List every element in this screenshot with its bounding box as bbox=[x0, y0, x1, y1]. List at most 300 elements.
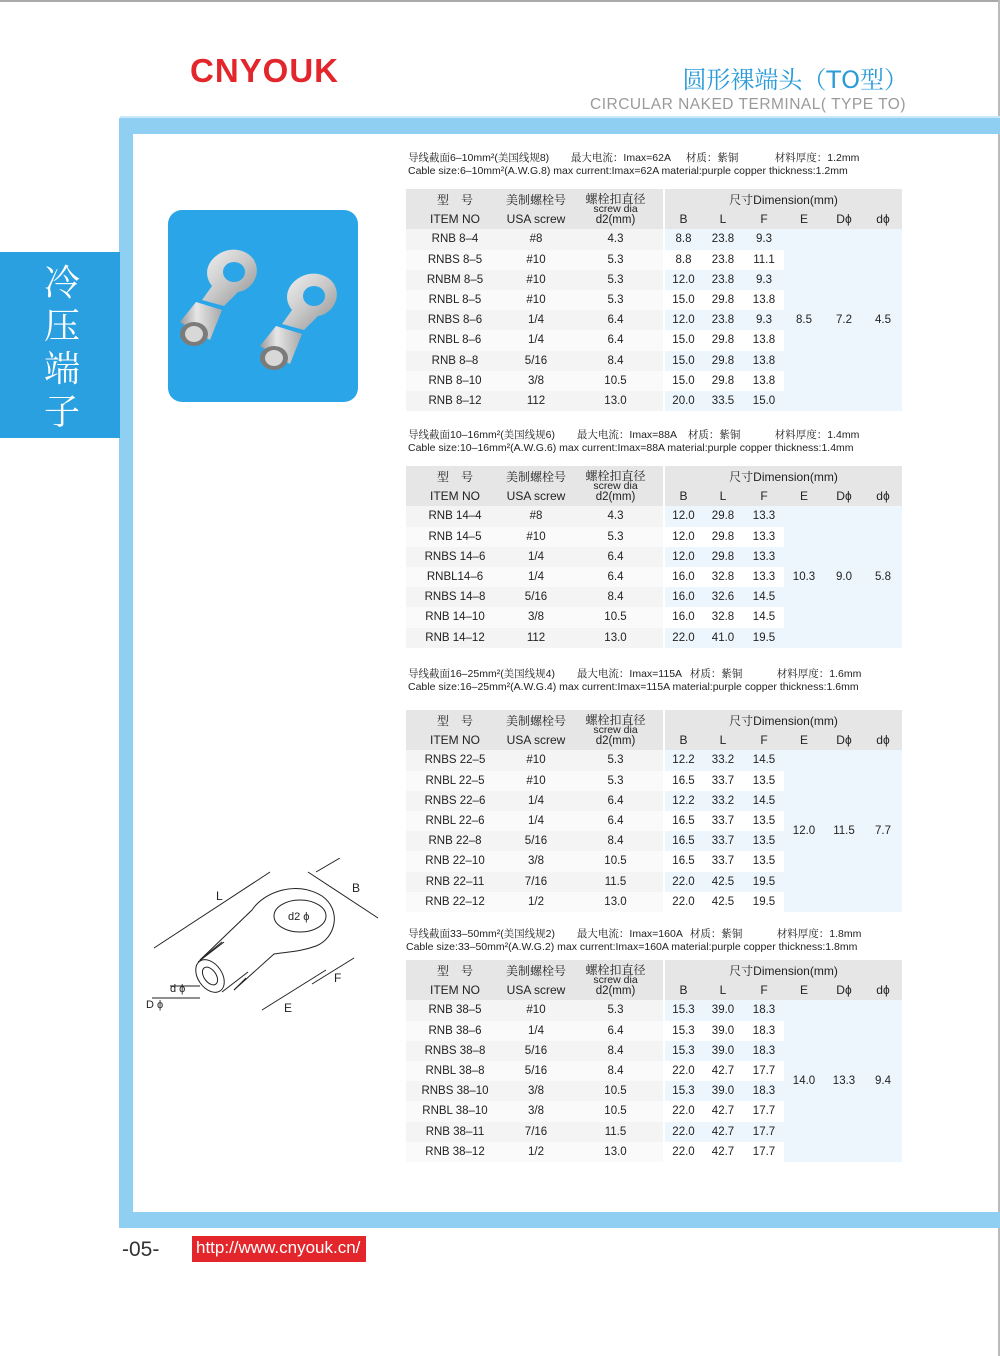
cell-item: RNBS 38–8 bbox=[406, 1041, 504, 1061]
cell-item: RNBS 14–6 bbox=[406, 547, 504, 567]
cell-d: 7.7 bbox=[864, 750, 902, 912]
cell-F: 19.5 bbox=[744, 872, 784, 892]
cell-item: RNB 14–12 bbox=[406, 628, 504, 648]
col-d2-en2: d2(mm) bbox=[595, 490, 636, 503]
cell-d2: 13.0 bbox=[568, 892, 664, 912]
cell-item: RNB 22–12 bbox=[406, 892, 504, 912]
spec-cable: 导线截面6–10mm²(美国线规8) bbox=[408, 152, 550, 164]
col-F: F bbox=[744, 730, 784, 750]
spec-en-1: Cable size:6–10mm²(A.W.G.8) max current:Imax=62A material:purple copper thickness:1.2mm bbox=[408, 165, 848, 177]
cell-usa-screw: #10 bbox=[504, 250, 568, 270]
spec-thickness: 材料厚度：1.2mm bbox=[774, 152, 860, 164]
cell-usa-screw: #10 bbox=[504, 1000, 568, 1020]
cell-L: 39.0 bbox=[702, 1081, 744, 1101]
cell-d2: 8.4 bbox=[568, 831, 664, 851]
cell-L: 33.7 bbox=[702, 831, 744, 851]
cell-E: 10.3 bbox=[784, 506, 824, 647]
cell-L: 32.6 bbox=[702, 587, 744, 607]
cell-F: 19.5 bbox=[744, 892, 784, 912]
cell-item: RNB 38–12 bbox=[406, 1142, 504, 1162]
cell-usa-screw: 5/16 bbox=[504, 587, 568, 607]
cell-d2: 6.4 bbox=[568, 1021, 664, 1041]
page-title-en: CIRCULAR NAKED TERMINAL( TYPE TO) bbox=[590, 96, 906, 113]
cell-L: 32.8 bbox=[702, 567, 744, 587]
cell-usa-screw: 7/16 bbox=[504, 872, 568, 892]
cell-F: 13.5 bbox=[744, 831, 784, 851]
cell-d2: 6.4 bbox=[568, 547, 664, 567]
cell-B: 22.0 bbox=[664, 1061, 702, 1081]
spec-table-2 bbox=[406, 466, 902, 648]
cell-B: 22.0 bbox=[664, 872, 702, 892]
cell-usa-screw: 1/4 bbox=[504, 547, 568, 567]
cell-L: 29.8 bbox=[702, 506, 744, 526]
cell-D: 11.5 bbox=[824, 750, 864, 912]
spec-thickness: 材料厚度：1.4mm bbox=[774, 429, 860, 441]
cell-item: RNBL 38–8 bbox=[406, 1061, 504, 1081]
table-row bbox=[406, 750, 902, 770]
cell-F: 14.5 bbox=[744, 750, 784, 770]
cell-L: 33.5 bbox=[702, 391, 744, 411]
cell-F: 13.3 bbox=[744, 567, 784, 587]
cell-B: 15.0 bbox=[664, 351, 702, 371]
cell-L: 42.5 bbox=[702, 892, 744, 912]
cell-d2: 8.4 bbox=[568, 1061, 664, 1081]
cell-D: 7.2 bbox=[824, 229, 864, 411]
cell-F: 13.3 bbox=[744, 506, 784, 526]
page-title-cn: 圆形裸端头（TO型） bbox=[682, 66, 908, 94]
cell-L: 42.7 bbox=[702, 1122, 744, 1142]
cell-usa-screw: 3/8 bbox=[504, 607, 568, 627]
cell-item: RNBS 14–8 bbox=[406, 587, 504, 607]
cell-d2: 6.4 bbox=[568, 567, 664, 587]
col-D: Dϕ bbox=[824, 209, 864, 229]
top-border bbox=[0, 0, 1000, 2]
cell-d2: 6.4 bbox=[568, 791, 664, 811]
header-rule bbox=[120, 118, 1000, 134]
cell-F: 9.3 bbox=[744, 270, 784, 290]
cell-usa-screw: 112 bbox=[504, 628, 568, 648]
cell-item: RNB 8–12 bbox=[406, 391, 504, 411]
spec-table-3 bbox=[406, 710, 902, 912]
cell-d2: 11.5 bbox=[568, 1122, 664, 1142]
cell-B: 12.0 bbox=[664, 270, 702, 290]
cell-usa-screw: 1/4 bbox=[504, 330, 568, 350]
cell-usa-screw: 5/16 bbox=[504, 351, 568, 371]
table-row bbox=[406, 229, 902, 249]
cell-B: 8.8 bbox=[664, 250, 702, 270]
table-row bbox=[406, 506, 902, 526]
spec-table-1 bbox=[406, 189, 902, 411]
cell-B: 22.0 bbox=[664, 628, 702, 648]
website-link[interactable]: http://www.cnyouk.cn/ bbox=[192, 1236, 366, 1262]
ring-terminal-image bbox=[168, 210, 358, 402]
diagram-label-D: D ϕ bbox=[146, 999, 164, 1011]
footer-rule bbox=[120, 1212, 1000, 1228]
col-D: Dϕ bbox=[824, 730, 864, 750]
cell-B: 16.0 bbox=[664, 567, 702, 587]
cell-F: 13.5 bbox=[744, 851, 784, 871]
cell-B: 15.3 bbox=[664, 1041, 702, 1061]
cell-E: 8.5 bbox=[784, 229, 824, 411]
cell-B: 12.0 bbox=[664, 527, 702, 547]
spec-cn-2 bbox=[408, 427, 859, 442]
col-E: E bbox=[784, 209, 824, 229]
spec-cn-4 bbox=[408, 926, 861, 941]
cell-item: RNB 38–11 bbox=[406, 1122, 504, 1142]
brand-logo: CNYOUK bbox=[190, 52, 340, 89]
col-d2-en1: screw dia bbox=[593, 973, 638, 986]
col-d2 bbox=[568, 960, 664, 1000]
cell-F: 13.8 bbox=[744, 330, 784, 350]
cell-item: RNBS 8–5 bbox=[406, 250, 504, 270]
cell-F: 9.3 bbox=[744, 310, 784, 330]
cell-F: 14.5 bbox=[744, 791, 784, 811]
cell-d2: 10.5 bbox=[568, 1101, 664, 1121]
cell-L: 33.7 bbox=[702, 771, 744, 791]
col-d2-cn: 螺栓扣直径 bbox=[585, 962, 646, 977]
cell-d2: 6.4 bbox=[568, 330, 664, 350]
product-photo bbox=[168, 210, 358, 402]
col-usa-cn: 美制螺栓号 bbox=[504, 960, 568, 980]
spec-en-4: Cable size:33–50mm²(A.W.G.2) max current:Imax=160A material:purple copper thickness:1.8mm bbox=[406, 941, 858, 953]
col-B: B bbox=[664, 980, 702, 1000]
col-dimension: 尺寸Dimension(mm) bbox=[664, 710, 902, 730]
cell-d2: 5.3 bbox=[568, 750, 664, 770]
cell-F: 13.8 bbox=[744, 371, 784, 391]
cell-item: RNBL 8–6 bbox=[406, 330, 504, 350]
cell-usa-screw: 1/4 bbox=[504, 567, 568, 587]
col-d2-en2: d2(mm) bbox=[595, 734, 636, 747]
cell-usa-screw: #10 bbox=[504, 270, 568, 290]
cell-F: 14.5 bbox=[744, 587, 784, 607]
cell-item: RNB 38–6 bbox=[406, 1021, 504, 1041]
cell-d2: 10.5 bbox=[568, 1081, 664, 1101]
cell-item: RNBS 8–6 bbox=[406, 310, 504, 330]
cell-item: RNB 8–8 bbox=[406, 351, 504, 371]
cell-E: 12.0 bbox=[784, 750, 824, 912]
cell-B: 22.0 bbox=[664, 1142, 702, 1162]
cell-L: 33.2 bbox=[702, 750, 744, 770]
cell-L: 42.7 bbox=[702, 1061, 744, 1081]
cell-L: 23.8 bbox=[702, 310, 744, 330]
cell-F: 18.3 bbox=[744, 1081, 784, 1101]
cell-L: 42.5 bbox=[702, 872, 744, 892]
cell-usa-screw: 112 bbox=[504, 391, 568, 411]
cell-usa-screw: #8 bbox=[504, 229, 568, 249]
col-L: L bbox=[702, 209, 744, 229]
cell-B: 12.0 bbox=[664, 506, 702, 526]
cell-d: 5.8 bbox=[864, 506, 902, 647]
cell-L: 23.8 bbox=[702, 229, 744, 249]
terminal-right bbox=[260, 274, 337, 370]
cell-d2: 10.5 bbox=[568, 371, 664, 391]
spec-material: 材质：紫铜 bbox=[689, 928, 743, 940]
cell-F: 14.5 bbox=[744, 607, 784, 627]
col-E: E bbox=[784, 980, 824, 1000]
cell-usa-screw: 3/8 bbox=[504, 1101, 568, 1121]
cell-usa-screw: #10 bbox=[504, 290, 568, 310]
diagram-label-d2: d2 ϕ bbox=[288, 911, 310, 923]
cell-d2: 5.3 bbox=[568, 1000, 664, 1020]
left-rule bbox=[119, 118, 133, 1228]
cell-usa-screw: #10 bbox=[504, 771, 568, 791]
cell-item: RNBL 8–5 bbox=[406, 290, 504, 310]
spec-cable: 导线截面16–25mm²(美国线规4) bbox=[408, 668, 556, 680]
cell-F: 15.0 bbox=[744, 391, 784, 411]
cell-item: RNB 14–4 bbox=[406, 506, 504, 526]
col-E: E bbox=[784, 730, 824, 750]
col-usa-cn: 美制螺栓号 bbox=[504, 710, 568, 730]
col-item-en: ITEM NO bbox=[406, 209, 504, 229]
cell-usa-screw: 1/4 bbox=[504, 1021, 568, 1041]
cell-B: 22.0 bbox=[664, 892, 702, 912]
diagram-label-d: d ϕ bbox=[170, 983, 186, 995]
cell-d2: 6.4 bbox=[568, 310, 664, 330]
cell-usa-screw: 3/8 bbox=[504, 1081, 568, 1101]
cell-L: 29.8 bbox=[702, 330, 744, 350]
col-B: B bbox=[664, 209, 702, 229]
col-usa-en: USA screw bbox=[504, 980, 568, 1000]
cell-F: 18.3 bbox=[744, 1041, 784, 1061]
table-row bbox=[406, 1000, 902, 1020]
cell-usa-screw: 1/2 bbox=[504, 892, 568, 912]
col-D: Dϕ bbox=[824, 980, 864, 1000]
spec-current: 最大电流：Imax=160A bbox=[576, 928, 683, 940]
dimension-diagram bbox=[140, 858, 400, 1028]
cell-L: 42.7 bbox=[702, 1101, 744, 1121]
col-dimension: 尺寸Dimension(mm) bbox=[664, 466, 902, 486]
cell-L: 39.0 bbox=[702, 1021, 744, 1041]
cell-item: RNB 38–5 bbox=[406, 1000, 504, 1020]
cell-F: 17.7 bbox=[744, 1142, 784, 1162]
cell-item: RNBL 38–10 bbox=[406, 1101, 504, 1121]
col-d: dϕ bbox=[864, 980, 902, 1000]
spec-material: 材质：紫铜 bbox=[687, 429, 741, 441]
cell-item: RNB 8–10 bbox=[406, 371, 504, 391]
cell-B: 16.5 bbox=[664, 831, 702, 851]
cell-item: RNBL 22–6 bbox=[406, 811, 504, 831]
cell-usa-screw: 1/4 bbox=[504, 811, 568, 831]
cell-d2: 5.3 bbox=[568, 250, 664, 270]
col-L: L bbox=[702, 730, 744, 750]
cell-item: RNBS 22–6 bbox=[406, 791, 504, 811]
cell-F: 13.8 bbox=[744, 351, 784, 371]
diagram-label-B: B bbox=[352, 881, 361, 895]
col-usa-cn: 美制螺栓号 bbox=[504, 189, 568, 209]
cell-L: 23.8 bbox=[702, 250, 744, 270]
spec-thickness: 材料厚度：1.8mm bbox=[776, 928, 862, 940]
cell-B: 12.2 bbox=[664, 791, 702, 811]
col-d2-en1: screw dia bbox=[593, 723, 638, 736]
cell-item: RNBL14–6 bbox=[406, 567, 504, 587]
col-D: Dϕ bbox=[824, 486, 864, 506]
cell-usa-screw: 1/4 bbox=[504, 791, 568, 811]
page-number: -05- bbox=[122, 1238, 160, 1261]
cell-item: RNBM 8–5 bbox=[406, 270, 504, 290]
cell-L: 39.0 bbox=[702, 1000, 744, 1020]
cell-d2: 6.4 bbox=[568, 811, 664, 831]
col-d2-cn: 螺栓扣直径 bbox=[585, 712, 646, 727]
cell-L: 39.0 bbox=[702, 1041, 744, 1061]
cell-F: 11.1 bbox=[744, 250, 784, 270]
cell-L: 23.8 bbox=[702, 270, 744, 290]
cell-d2: 4.3 bbox=[568, 229, 664, 249]
cell-F: 13.8 bbox=[744, 290, 784, 310]
spec-current: 最大电流：Imax=88A bbox=[576, 429, 677, 441]
spec-thickness: 材料厚度：1.6mm bbox=[776, 668, 862, 680]
cell-E: 14.0 bbox=[784, 1000, 824, 1162]
cell-L: 29.8 bbox=[702, 351, 744, 371]
col-usa-en: USA screw bbox=[504, 486, 568, 506]
col-usa-cn: 美制螺栓号 bbox=[504, 466, 568, 486]
col-L: L bbox=[702, 486, 744, 506]
cell-L: 29.8 bbox=[702, 290, 744, 310]
cell-item: RNB 22–8 bbox=[406, 831, 504, 851]
side-tab-text: 冷压端子 bbox=[43, 263, 80, 433]
cell-F: 9.3 bbox=[744, 229, 784, 249]
cell-usa-screw: 5/16 bbox=[504, 1041, 568, 1061]
cell-B: 16.5 bbox=[664, 771, 702, 791]
cell-L: 29.8 bbox=[702, 371, 744, 391]
cell-D: 9.0 bbox=[824, 506, 864, 647]
cell-item: RNBS 38–10 bbox=[406, 1081, 504, 1101]
cell-F: 17.7 bbox=[744, 1101, 784, 1121]
cell-F: 18.3 bbox=[744, 1000, 784, 1020]
cell-B: 8.8 bbox=[664, 229, 702, 249]
col-item-cn: 型 号 bbox=[406, 466, 504, 486]
col-d: dϕ bbox=[864, 209, 902, 229]
col-d2 bbox=[568, 710, 664, 750]
col-d: dϕ bbox=[864, 730, 902, 750]
cell-L: 41.0 bbox=[702, 628, 744, 648]
col-d2-en2: d2(mm) bbox=[595, 984, 636, 997]
cell-item: RNBL 22–5 bbox=[406, 771, 504, 791]
col-F: F bbox=[744, 209, 784, 229]
cell-B: 22.0 bbox=[664, 1122, 702, 1142]
cell-L: 33.7 bbox=[702, 811, 744, 831]
cell-B: 12.2 bbox=[664, 750, 702, 770]
col-L: L bbox=[702, 980, 744, 1000]
cell-B: 16.5 bbox=[664, 851, 702, 871]
cell-d2: 8.4 bbox=[568, 587, 664, 607]
cell-B: 15.0 bbox=[664, 371, 702, 391]
cell-B: 12.0 bbox=[664, 310, 702, 330]
col-item-cn: 型 号 bbox=[406, 710, 504, 730]
cell-d2: 13.0 bbox=[568, 391, 664, 411]
cell-d2: 8.4 bbox=[568, 351, 664, 371]
spec-cn-1 bbox=[408, 150, 859, 165]
cell-L: 32.8 bbox=[702, 607, 744, 627]
cell-d2: 11.5 bbox=[568, 872, 664, 892]
cell-d2: 13.0 bbox=[568, 628, 664, 648]
diagram-label-F: F bbox=[334, 971, 342, 985]
col-item-cn: 型 号 bbox=[406, 960, 504, 980]
col-dimension: 尺寸Dimension(mm) bbox=[664, 189, 902, 209]
col-d2-cn: 螺栓扣直径 bbox=[585, 191, 646, 206]
spec-current: 最大电流：Imax=115A bbox=[576, 668, 683, 680]
spec-en-2: Cable size:10–16mm²(A.W.G.6) max current:Imax=88A material:purple copper thickness:1.4mm bbox=[408, 442, 854, 454]
cell-L: 42.7 bbox=[702, 1142, 744, 1162]
cell-usa-screw: 5/16 bbox=[504, 1061, 568, 1081]
col-d2-cn: 螺栓扣直径 bbox=[585, 468, 646, 483]
cell-B: 15.3 bbox=[664, 1021, 702, 1041]
col-F: F bbox=[744, 486, 784, 506]
spec-table-4 bbox=[406, 960, 902, 1162]
diagram-label-L: L bbox=[216, 889, 223, 903]
col-dimension: 尺寸Dimension(mm) bbox=[664, 960, 902, 980]
cell-F: 13.5 bbox=[744, 771, 784, 791]
cell-d2: 10.5 bbox=[568, 851, 664, 871]
cell-usa-screw: #10 bbox=[504, 527, 568, 547]
cell-item: RNB 14–10 bbox=[406, 607, 504, 627]
cell-B: 15.3 bbox=[664, 1081, 702, 1101]
cell-F: 19.5 bbox=[744, 628, 784, 648]
col-B: B bbox=[664, 730, 702, 750]
cell-B: 15.0 bbox=[664, 290, 702, 310]
cell-item: RNB 14–5 bbox=[406, 527, 504, 547]
cell-F: 18.3 bbox=[744, 1021, 784, 1041]
cell-B: 22.0 bbox=[664, 1101, 702, 1121]
cell-F: 13.3 bbox=[744, 547, 784, 567]
cell-B: 16.0 bbox=[664, 587, 702, 607]
cell-F: 17.7 bbox=[744, 1061, 784, 1081]
cell-usa-screw: 5/16 bbox=[504, 831, 568, 851]
spec-en-3: Cable size:16–25mm²(A.W.G.4) max current:Imax=115A material:purple copper thickness:1.6mm bbox=[408, 681, 859, 693]
col-d2-en1: screw dia bbox=[593, 479, 638, 492]
cell-F: 13.3 bbox=[744, 527, 784, 547]
col-item-en: ITEM NO bbox=[406, 486, 504, 506]
diagram-label-E: E bbox=[284, 1001, 293, 1015]
col-B: B bbox=[664, 486, 702, 506]
cell-d2: 13.0 bbox=[568, 1142, 664, 1162]
col-item-cn: 型 号 bbox=[406, 189, 504, 209]
col-F: F bbox=[744, 980, 784, 1000]
cell-B: 16.5 bbox=[664, 811, 702, 831]
cell-item: RNB 22–10 bbox=[406, 851, 504, 871]
cell-d2: 10.5 bbox=[568, 607, 664, 627]
cell-B: 15.0 bbox=[664, 330, 702, 350]
cell-L: 29.8 bbox=[702, 547, 744, 567]
col-d2-en1: screw dia bbox=[593, 202, 638, 215]
cell-L: 33.2 bbox=[702, 791, 744, 811]
cell-item: RNB 8–4 bbox=[406, 229, 504, 249]
cell-usa-screw: 1/4 bbox=[504, 310, 568, 330]
col-d2 bbox=[568, 466, 664, 506]
cell-item: RNB 22–11 bbox=[406, 872, 504, 892]
spec-cn-3 bbox=[408, 666, 861, 681]
spec-current: 最大电流：Imax=62A bbox=[570, 152, 671, 164]
cell-usa-screw: 7/16 bbox=[504, 1122, 568, 1142]
cell-usa-screw: #10 bbox=[504, 750, 568, 770]
col-d2 bbox=[568, 189, 664, 229]
col-usa-en: USA screw bbox=[504, 209, 568, 229]
terminal-left bbox=[180, 250, 257, 346]
cell-F: 13.5 bbox=[744, 811, 784, 831]
cell-B: 15.3 bbox=[664, 1000, 702, 1020]
col-d2-en2: d2(mm) bbox=[595, 213, 636, 226]
cell-item: RNBS 22–5 bbox=[406, 750, 504, 770]
cell-d: 4.5 bbox=[864, 229, 902, 411]
cell-B: 16.0 bbox=[664, 607, 702, 627]
cell-d2: 5.3 bbox=[568, 771, 664, 791]
cell-L: 33.7 bbox=[702, 851, 744, 871]
col-d: dϕ bbox=[864, 486, 902, 506]
cell-D: 13.3 bbox=[824, 1000, 864, 1162]
cell-d: 9.4 bbox=[864, 1000, 902, 1162]
col-E: E bbox=[784, 486, 824, 506]
cell-L: 29.8 bbox=[702, 527, 744, 547]
col-usa-en: USA screw bbox=[504, 730, 568, 750]
